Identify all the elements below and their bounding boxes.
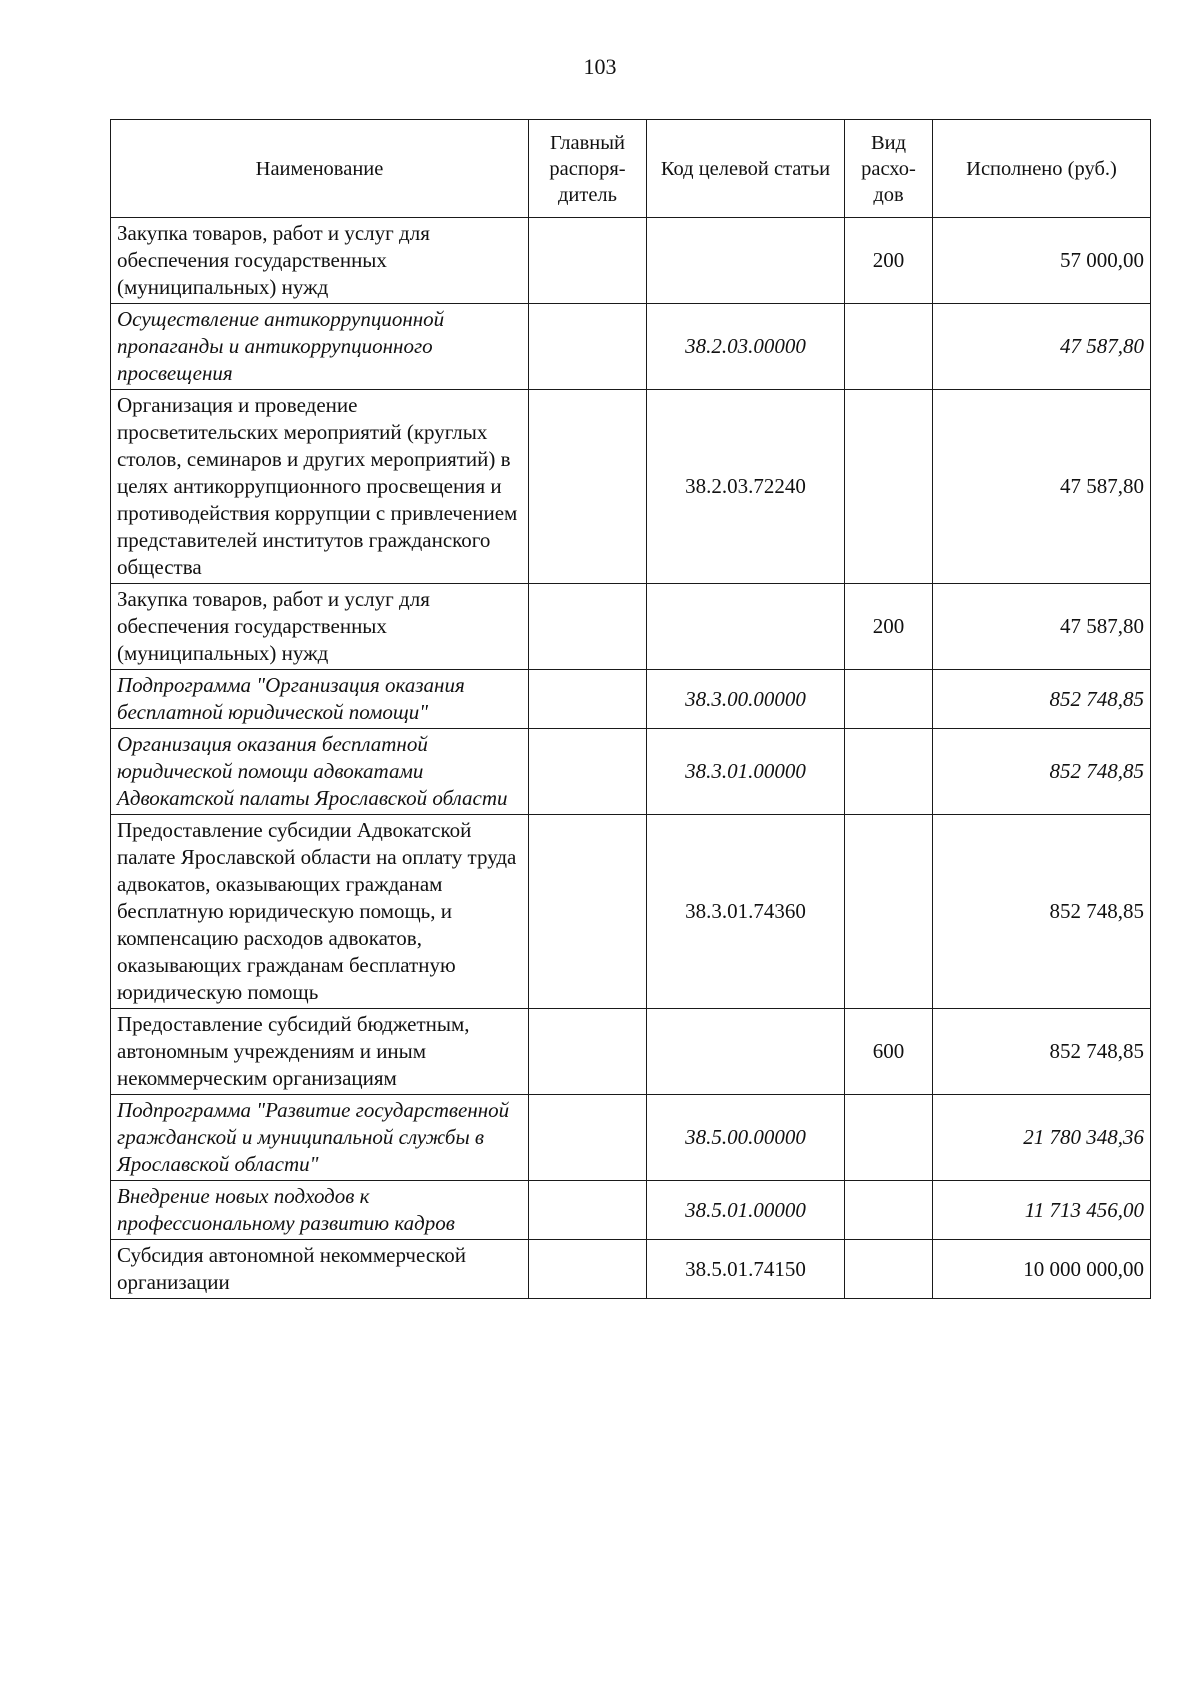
cell-chief-administrator xyxy=(529,670,647,729)
cell-chief-administrator xyxy=(529,729,647,815)
cell-name: Организация и проведение просветительских мероприятий (круглых столов, семинаров и других мероприятий) в целях антикоррупционного просвещения и противодействия коррупции с привлечением представителей институтов гражданского общества xyxy=(111,390,529,584)
cell-expense-type xyxy=(845,670,933,729)
table-header-row xyxy=(111,120,1151,218)
cell-name: Подпрограмма "Развитие государственной гражданской и муниципальной службы в Ярославской области" xyxy=(111,1095,529,1181)
cell-expense-type xyxy=(845,729,933,815)
table-row xyxy=(111,218,1151,304)
header-expense-type: Вид расхо-дов xyxy=(845,120,933,218)
cell-target-item-code: 38.5.01.00000 xyxy=(647,1181,845,1240)
table-row xyxy=(111,815,1151,1009)
cell-name: Закупка товаров, работ и услуг для обеспечения государственных (муниципальных) нужд xyxy=(111,218,529,304)
cell-target-item-code: 38.2.03.72240 xyxy=(647,390,845,584)
cell-target-item-code: 38.3.00.00000 xyxy=(647,670,845,729)
table-row xyxy=(111,1240,1151,1299)
cell-target-item-code: 38.3.01.74360 xyxy=(647,815,845,1009)
cell-expense-type xyxy=(845,815,933,1009)
cell-name: Закупка товаров, работ и услуг для обеспечения государственных (муниципальных) нужд xyxy=(111,584,529,670)
cell-name: Внедрение новых подходов к профессиональному развитию кадров xyxy=(111,1181,529,1240)
cell-chief-administrator xyxy=(529,218,647,304)
cell-executed-amount: 852 748,85 xyxy=(933,670,1151,729)
cell-name: Предоставление субсидии Адвокатской палате Ярославской области на оплату труда адвокатов, оказывающих гражданам бесплатную юридическую помощь, и компенсацию расходов адвокатов, оказывающих гражданам бесплатную юридическую помощь xyxy=(111,815,529,1009)
cell-expense-type xyxy=(845,1240,933,1299)
budget-execution-table xyxy=(110,119,1151,1299)
table-row xyxy=(111,1181,1151,1240)
cell-name: Подпрограмма "Организация оказания бесплатной юридической помощи" xyxy=(111,670,529,729)
cell-target-item-code: 38.3.01.00000 xyxy=(647,729,845,815)
cell-executed-amount: 47 587,80 xyxy=(933,390,1151,584)
cell-executed-amount: 21 780 348,36 xyxy=(933,1095,1151,1181)
table-body xyxy=(111,218,1151,1299)
cell-expense-type xyxy=(845,304,933,390)
cell-chief-administrator xyxy=(529,1095,647,1181)
cell-chief-administrator xyxy=(529,584,647,670)
cell-chief-administrator xyxy=(529,1181,647,1240)
header-name: Наименование xyxy=(111,120,529,218)
cell-chief-administrator xyxy=(529,815,647,1009)
cell-target-item-code xyxy=(647,218,845,304)
cell-name: Осуществление антикоррупционной пропаганды и антикоррупционного просвещения xyxy=(111,304,529,390)
header-executed-amount: Исполнено (руб.) xyxy=(933,120,1151,218)
cell-executed-amount: 11 713 456,00 xyxy=(933,1181,1151,1240)
cell-target-item-code xyxy=(647,1009,845,1095)
cell-expense-type: 200 xyxy=(845,218,933,304)
cell-executed-amount: 852 748,85 xyxy=(933,815,1151,1009)
cell-executed-amount: 57 000,00 xyxy=(933,218,1151,304)
header-target-item-code: Код целевой статьи xyxy=(647,120,845,218)
table-row xyxy=(111,1009,1151,1095)
table-row xyxy=(111,670,1151,729)
page-number: 103 xyxy=(583,54,617,79)
cell-executed-amount: 47 587,80 xyxy=(933,584,1151,670)
table-row xyxy=(111,729,1151,815)
cell-target-item-code xyxy=(647,584,845,670)
cell-chief-administrator xyxy=(529,304,647,390)
table-row xyxy=(111,584,1151,670)
cell-executed-amount: 852 748,85 xyxy=(933,1009,1151,1095)
table-row xyxy=(111,390,1151,584)
cell-target-item-code: 38.5.00.00000 xyxy=(647,1095,845,1181)
cell-executed-amount: 47 587,80 xyxy=(933,304,1151,390)
cell-target-item-code: 38.2.03.00000 xyxy=(647,304,845,390)
cell-name: Организация оказания бесплатной юридической помощи адвокатами Адвокатской палаты Ярославской области xyxy=(111,729,529,815)
cell-chief-administrator xyxy=(529,1240,647,1299)
header-chief-administrator: Главный распоря-дитель xyxy=(529,120,647,218)
cell-name: Субсидия автономной некоммерческой организации xyxy=(111,1240,529,1299)
cell-target-item-code: 38.5.01.74150 xyxy=(647,1240,845,1299)
cell-expense-type xyxy=(845,1095,933,1181)
cell-executed-amount: 852 748,85 xyxy=(933,729,1151,815)
cell-executed-amount: 10 000 000,00 xyxy=(933,1240,1151,1299)
cell-name: Предоставление субсидий бюджетным, автономным учреждениям и иным некоммерческим организациям xyxy=(111,1009,529,1095)
cell-expense-type: 200 xyxy=(845,584,933,670)
cell-chief-administrator xyxy=(529,1009,647,1095)
cell-chief-administrator xyxy=(529,390,647,584)
cell-expense-type xyxy=(845,1181,933,1240)
table-row xyxy=(111,1095,1151,1181)
cell-expense-type xyxy=(845,390,933,584)
cell-expense-type: 600 xyxy=(845,1009,933,1095)
table-row xyxy=(111,304,1151,390)
